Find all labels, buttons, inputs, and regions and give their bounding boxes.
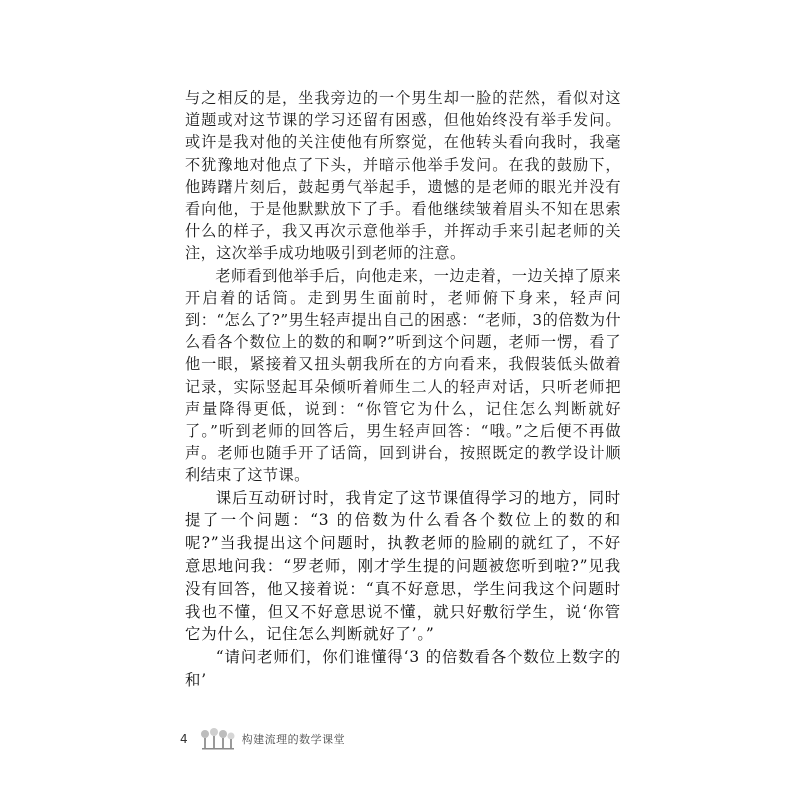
page-footer	[180, 728, 345, 750]
page-number: 4	[180, 732, 188, 746]
book-title: 构建流理的数学课堂	[241, 733, 346, 746]
paragraph-4: “请问老师们，你们谁懂得‘3 的倍数看各个数位上数字的和’	[185, 648, 621, 690]
paragraph-2: 老师看到他举手后，向他走来，一边走着，一边关掉了原来开启着的话筒。走到男生面前时，老师俯下身来，轻声问到：“怎么了?”男生轻声提出自己的困惑：“老师，3的倍数为什么看各个数位上的数的和啊?”听到这个问题，老师一愣，看了他一眼，紧接着又扭头朝我所在的方向看来，我假装低头做着记录，实际竖起耳朵倾听着师生二人的轻声对话，只听老师把声量降得更低，说到：“你管它为什么，记住怎么判断就好了。”听到老师的回答后，男生轻声回答：“哦。”之后便不再做声。老师也随手开了话筒，回到讲台，按照既定的教学设计顺利结束了这节课。	[185, 266, 621, 485]
main-text	[185, 87, 621, 692]
paragraph-3: 课后互动研讨时，我肯定了这节课值得学习的地方，同时提了一个问题：“3 的倍数为什么看各个数位上的数的和呢?”当我提出这个问题时，执教老师的脸刷的就红了，不好意思地问我：“罗老师，刚才学生提的问题被您听到啦?”见我没有回答，他又接着说：“真不好意思，学生问我这个问题时我也不懂，但又不好意思说不懂，就只好敷衍学生，说‘你管它为什么，记住怎么判断就好了’。”	[185, 488, 621, 644]
people-tree-logo-icon	[200, 728, 236, 750]
paragraph-1: 与之相反的是，坐我旁边的一个男生却一脸的茫然，看似对这道题或对这节课的学习还留有困惑，但他始终没有举手发问。或许是我对他的关注使他有所察觉，在他转头看向我时，我毫不犹豫地对他点了下头，并暗示他举手发问。在我的鼓励下，他踌躇片刻后，鼓起勇气举起手，遗憾的是老师的眼光并没有看向他，于是他默默放下了手。看他继续皱着眉头不知在思索什么的样子，我又再次示意他举手，并挥动手来引起老师的关注，这次举手成功地吸引到老师的注意。	[185, 89, 621, 263]
